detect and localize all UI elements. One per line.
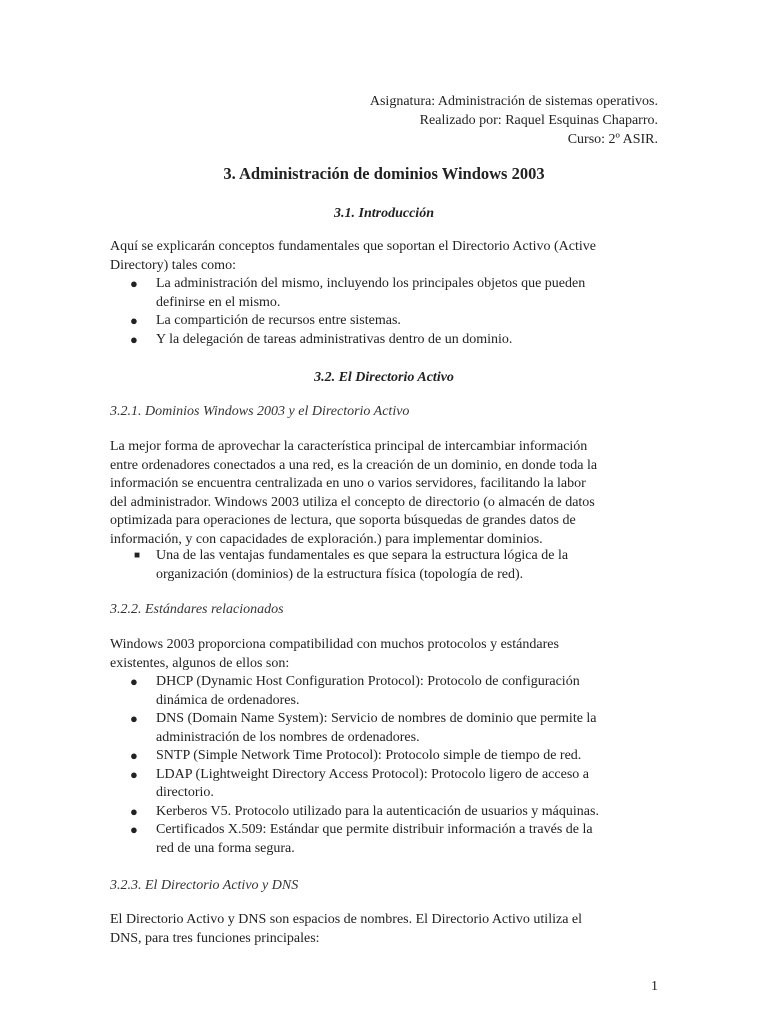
paragraph-3-2-1 [110, 438, 670, 549]
paragraph-line: optimizada para operaciones de lectura, que soporta búsquedas de grandes datos de [110, 513, 576, 528]
section-heading-3-2: 3.2. El Directorio Activo [314, 370, 454, 385]
list-item [110, 821, 670, 858]
list-item [110, 747, 670, 766]
list-item-text: LDAP (Lightweight Directory Access Protocol): Protocolo ligero de acceso a [156, 766, 589, 782]
list-item [110, 710, 670, 747]
list-item [110, 547, 670, 584]
list-item [110, 673, 670, 710]
paragraph-line: Aquí se explicarán conceptos fundamentales que soportan el Directorio Activo (Active [110, 239, 596, 254]
list-item-text: administración de los nombres de ordenadores. [156, 729, 420, 745]
section-heading-3-1: 3.1. Introducción [334, 206, 434, 221]
list-item-text: directorio. [156, 785, 214, 800]
paragraph-line: La mejor forma de aprovechar la característica principal de intercambiar información [110, 439, 588, 454]
bullet-icon: ● [130, 711, 138, 726]
header-subject: Asignatura: Administración de sistemas operativos. [369, 94, 658, 109]
list-item-text: red de una forma segura. [156, 840, 295, 856]
bullet-icon: ● [130, 766, 138, 782]
list-item-text: organización (dominios) de la estructura física (topología de red). [156, 566, 524, 582]
bullet-list-3-2-1 [110, 547, 670, 584]
standards-bullet-list [110, 673, 670, 858]
list-item-text: DHCP (Dynamic Host Configuration Protocol): Protocolo de configuración [156, 674, 580, 689]
subsection-heading-3-2-1: 3.2.1. Dominios Windows 2003 y el Directorio Activo [110, 404, 410, 419]
page-number: 1 [651, 979, 658, 994]
list-item [110, 803, 670, 822]
subsection-heading-3-2-3: 3.2.3. El Directorio Activo y DNS [110, 878, 299, 893]
paragraph-line: El Directorio Activo y DNS son espacios de nombres. El Directorio Activo utiliza el [110, 912, 583, 927]
paragraph-line: información, y con capacidades de exploración.) para implementar dominios. [110, 531, 543, 547]
paragraph-3-2-3 [110, 911, 670, 948]
paragraph-line: DNS, para tres funciones principales: [110, 930, 320, 946]
paragraph-line: Directory) tales como: [110, 257, 236, 273]
paragraph-line: información se encuentra centralizada en uno o varios servidores, facilitando la labor [110, 476, 586, 491]
paragraph-line: existentes, algunos de ellos son: [110, 655, 290, 671]
intro-bullet-list [110, 275, 670, 349]
paragraph-line: Windows 2003 proporciona compatibilidad con muchos protocolos y estándares [110, 637, 559, 652]
bullet-icon: ● [130, 331, 138, 347]
list-item-text: dinámica de ordenadores. [156, 692, 300, 708]
bullet-icon: ● [130, 803, 138, 819]
list-item-text: La administración del mismo, incluyendo los principales objetos que pueden [156, 276, 586, 291]
paragraph-line: del administrador. Windows 2003 utiliza el concepto de directorio (o almacén de datos [110, 494, 595, 510]
list-item-text: Una de las ventajas fundamentales es que separa la estructura lógica de la [156, 548, 569, 563]
list-item-text: DNS (Domain Name System): Servicio de nombres de dominio que permite la [156, 711, 597, 726]
paragraph-3-2-2 [110, 636, 670, 673]
list-item-text: Y la delegación de tareas administrativas dentro de un dominio. [156, 331, 513, 347]
header-course: Curso: 2º ASIR. [567, 132, 658, 147]
bullet-icon: ● [130, 822, 138, 837]
list-item [110, 331, 670, 350]
subsection-heading-3-2-2: 3.2.2. Estándares relacionados [110, 602, 284, 617]
document-header [370, 92, 658, 149]
list-item [110, 275, 670, 312]
list-item [110, 312, 670, 331]
document-title: 3. Administración de dominios Windows 2003 [223, 164, 545, 183]
square-bullet-icon: ■ [134, 550, 141, 561]
list-item [110, 766, 670, 803]
list-item-text: Certificados X.509: Estándar que permite distribuir información a través de la [156, 822, 593, 837]
paragraph-line: entre ordenadores conectados a una red, es la creación de un dominio, en donde toda la [110, 457, 598, 473]
bullet-icon: ● [130, 276, 138, 291]
list-item-text: SNTP (Simple Network Time Protocol): Protocolo simple de tiempo de red. [156, 748, 582, 763]
header-author: Realizado por: Raquel Esquinas Chaparro. [419, 113, 658, 128]
list-item-text: Kerberos V5. Protocolo utilizado para la autenticación de usuarios y máquinas. [156, 803, 599, 819]
bullet-icon: ● [130, 748, 138, 763]
bullet-icon: ● [130, 313, 138, 328]
bullet-icon: ● [130, 674, 138, 689]
list-item-text: definirse en el mismo. [156, 294, 281, 310]
intro-paragraph [110, 238, 670, 275]
list-item-text: La compartición de recursos entre sistemas. [156, 313, 401, 328]
